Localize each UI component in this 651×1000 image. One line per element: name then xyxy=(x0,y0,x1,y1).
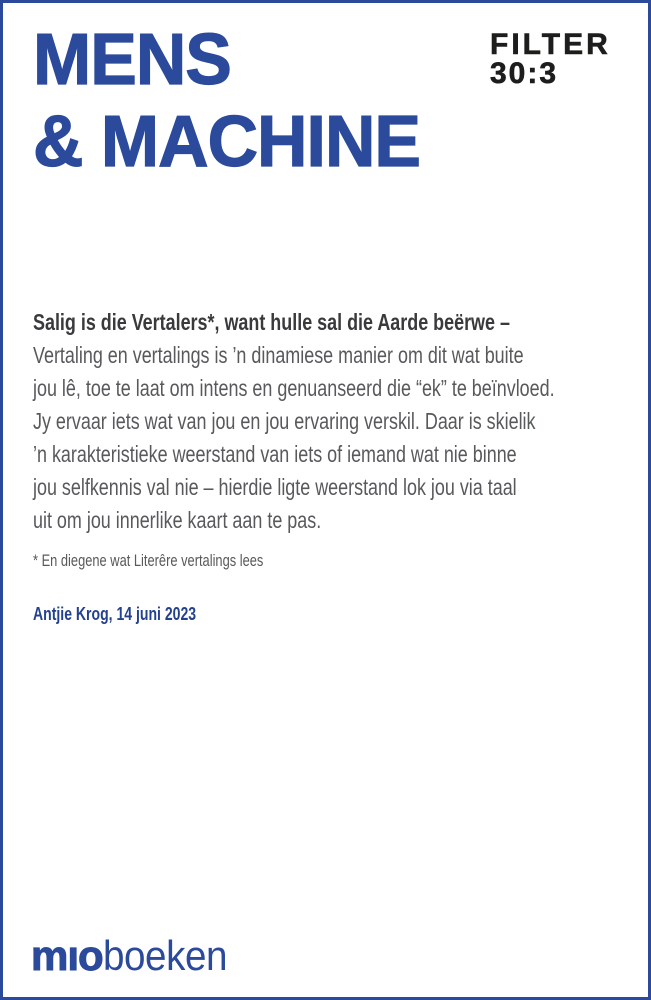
quote-block xyxy=(33,306,626,625)
issue-badge xyxy=(490,30,611,88)
quote-line: jou selfkennis val nie – hierdie ligte weerstand lok jou via taal xyxy=(33,474,517,500)
page-title-line2: & MACHINE xyxy=(33,102,421,182)
quote-line: Jy ervaar iets wat van jou en jou ervaring verskil. Daar is skielik xyxy=(33,408,536,434)
page-title-line1: MENS xyxy=(33,20,231,100)
issue-name: FILTER xyxy=(490,28,611,61)
page-title xyxy=(33,19,432,183)
issue-number: 30:3 xyxy=(490,57,559,90)
publisher-logo xyxy=(31,932,237,979)
quote-line: uit om jou innerlike kaart aan te pas. xyxy=(33,507,322,533)
quote-lead: Salig is die Vertalers*, want hulle sal die Aarde beërwe – xyxy=(33,309,510,335)
publisher-logo-bold: mıo xyxy=(31,932,103,979)
quote-line: Vertaling en vertalings is ’n dinamiese manier om dit wat buite xyxy=(33,342,524,368)
quote-line: jou lê, toe te laat om intens en genuanseerd die “ek” te beïnvloed. xyxy=(33,375,555,401)
footnote: * En diegene wat Literêre vertalings lees xyxy=(33,552,264,570)
publisher-logo-light: boeken xyxy=(102,932,227,979)
attribution: Antjie Krog, 14 juni 2023 xyxy=(33,604,197,624)
quote-line: ’n karakteristieke weerstand van iets of iemand wat nie binne xyxy=(33,441,517,467)
